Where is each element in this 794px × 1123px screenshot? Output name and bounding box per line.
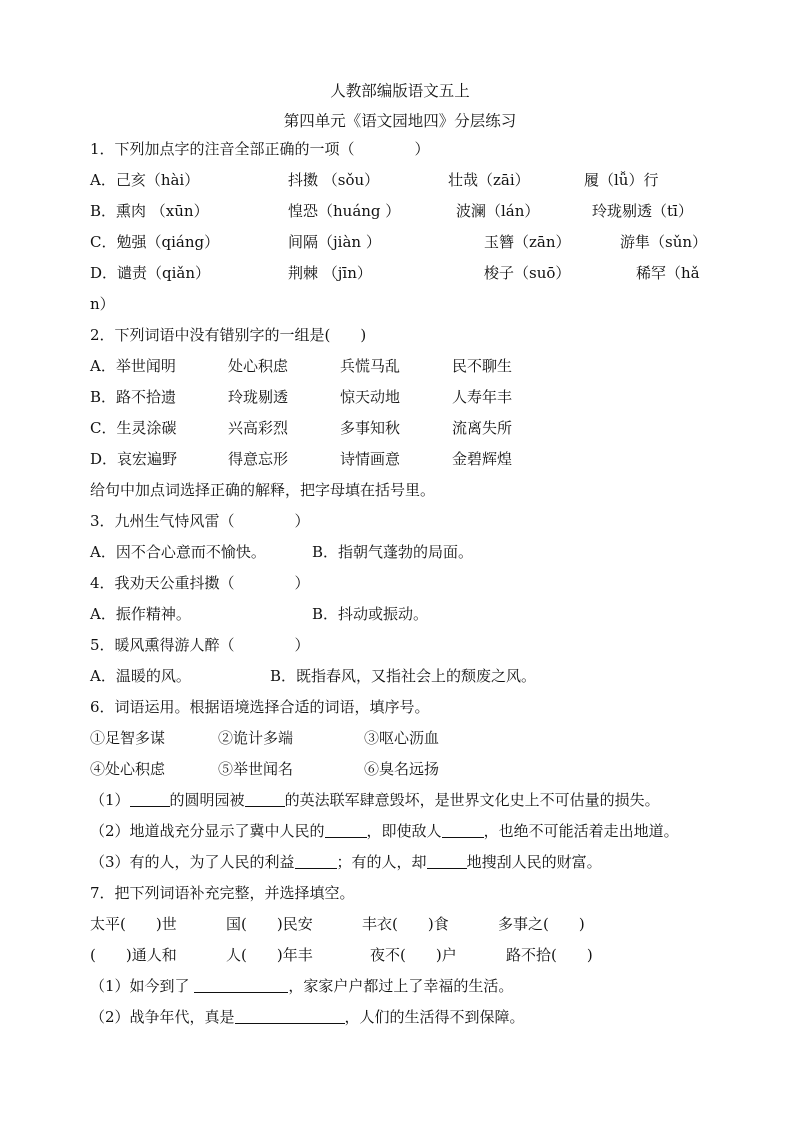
option-item: 履（lǚ）行 xyxy=(584,171,659,189)
q3-options xyxy=(90,537,710,568)
answer-blank[interactable] xyxy=(245,790,285,807)
sentence-text: （1）如今到了 xyxy=(90,977,195,995)
q4-stem: 4．我劝天公重抖擞（ ） xyxy=(90,574,310,592)
option-item: 稀罕（hǎ xyxy=(636,264,700,282)
option-item: 梭子（suō） xyxy=(484,264,571,282)
idiom-item: 人( )年丰 xyxy=(226,946,313,964)
option-item: 民不聊生 xyxy=(452,357,513,375)
q1-option-a xyxy=(90,165,710,196)
option-item: 游隼（sǔn） xyxy=(620,233,708,251)
option-item: 间隔（jiàn ） xyxy=(288,233,381,251)
answer-blank[interactable] xyxy=(325,821,367,838)
option-item: 玉簪（zān） xyxy=(484,233,571,251)
q2-option-a xyxy=(90,351,710,382)
option-item: 金碧辉煌 xyxy=(452,450,513,468)
option-item: 流离失所 xyxy=(452,419,513,437)
instruction-text: 给句中加点词选择正确的解释，把字母填在括号里。 xyxy=(90,481,436,499)
idiom-item: ( )通人和 xyxy=(90,946,177,964)
option-item: 诗情画意 xyxy=(340,450,401,468)
idiom-item: 太平( )世 xyxy=(90,915,177,933)
idiom-item: 国( )民安 xyxy=(226,915,313,933)
q7-words-row2 xyxy=(90,940,710,971)
word-option: ②诡计多端 xyxy=(218,729,294,747)
option-item: D．谴责（qiǎn） xyxy=(90,264,211,282)
q2-option-d xyxy=(90,444,710,475)
option-item: 玲珑剔透 xyxy=(228,388,289,406)
q1-option-d xyxy=(90,258,710,289)
option-item: B．既指春风，又指社会上的颓废之风。 xyxy=(270,667,537,685)
option-item: C．生灵涂碳 xyxy=(90,419,177,437)
q6-words-row1 xyxy=(90,723,710,754)
q5-options xyxy=(90,661,710,692)
q2-option-c xyxy=(90,413,710,444)
sentence-text: （3）有的人，为了人民的利益 xyxy=(90,853,295,871)
q6-stem: 6．词语运用。根据语境选择合适的词语，填序号。 xyxy=(90,698,430,716)
q1-option-d-wrap: n） xyxy=(90,295,115,313)
answer-blank[interactable] xyxy=(442,821,484,838)
sentence-text: 地搜刮人民的财富。 xyxy=(466,853,602,871)
q6-sentence-1 xyxy=(90,785,710,816)
option-item: 多事知秋 xyxy=(340,419,401,437)
idiom-item: 夜不( )户 xyxy=(370,946,457,964)
sentence-text: ；有的人，却 xyxy=(336,853,427,871)
q1-stem: 1．下列加点字的注音全部正确的一项（ ） xyxy=(90,140,430,158)
sentence-text: （2）战争年代，真是 xyxy=(90,1008,235,1026)
worksheet-subtitle: 第四单元《语文园地四》分层练习 xyxy=(283,112,517,130)
sentence-text: 的英法联军肆意毁坏，是世界文化史上不可估量的损失。 xyxy=(284,791,660,809)
option-item: C．勉强（qiáng） xyxy=(90,233,220,251)
option-item: 抖擞 （sǒu） xyxy=(288,171,380,189)
option-item: 人寿年丰 xyxy=(452,388,513,406)
q6-words-row2 xyxy=(90,754,710,785)
q5-stem: 5．暖风熏得游人醉（ ） xyxy=(90,636,310,654)
option-item: B．熏肉 （xūn） xyxy=(90,202,209,220)
q6-sentence-2 xyxy=(90,816,710,847)
sentence-text: （1） xyxy=(90,791,130,809)
sentence-text: ，也绝不可能活着走出地道。 xyxy=(483,822,679,840)
option-item: 荆棘 （jīn） xyxy=(288,264,372,282)
q7-words-row1 xyxy=(90,909,710,940)
sentence-text: ，即使敌人 xyxy=(366,822,442,840)
q7-sentence-2 xyxy=(90,1002,710,1033)
word-option: ①足智多谋 xyxy=(90,729,166,747)
answer-blank[interactable] xyxy=(130,790,170,807)
option-item: 玲珑剔透（tī） xyxy=(592,202,693,220)
sentence-text: （2）地道战充分显示了冀中人民的 xyxy=(90,822,325,840)
option-item: D．哀宏遍野 xyxy=(90,450,178,468)
sentence-text: ，人们的生活得不到保障。 xyxy=(344,1008,525,1026)
idiom-item: 路不拾( ) xyxy=(506,946,593,964)
word-option: ④处心积虑 xyxy=(90,760,166,778)
option-item: 惊天动地 xyxy=(340,388,401,406)
q4-options xyxy=(90,599,710,630)
option-item: 兵慌马乱 xyxy=(340,357,401,375)
q1-option-b xyxy=(90,196,710,227)
answer-blank[interactable] xyxy=(295,852,337,869)
idiom-item: 丰衣( )食 xyxy=(362,915,449,933)
q2-stem: 2．下列词语中没有错别字的一组是( ) xyxy=(90,326,367,344)
option-item: B．路不拾遗 xyxy=(90,388,177,406)
option-item: 波澜（lán） xyxy=(456,202,540,220)
option-item: B．指朝气蓬勃的局面。 xyxy=(312,543,474,561)
sentence-text: ，家家户户都过上了幸福的生活。 xyxy=(288,977,514,995)
sentence-text: 的圆明园被 xyxy=(169,791,245,809)
option-item: A．因不合心意而不愉快。 xyxy=(90,543,266,561)
q7-stem: 7．把下列词语补充完整，并选择填空。 xyxy=(90,884,355,902)
word-option: ③呕心沥血 xyxy=(364,729,440,747)
answer-blank[interactable] xyxy=(427,852,467,869)
option-item: A．振作精神。 xyxy=(90,605,191,623)
option-item: 处心积虑 xyxy=(228,357,289,375)
worksheet xyxy=(90,80,710,1033)
idiom-item: 多事之( ) xyxy=(498,915,585,933)
option-item: A．己亥（hài） xyxy=(90,171,200,189)
q2-option-b xyxy=(90,382,710,413)
q3-stem: 3．九州生气恃风雷（ ） xyxy=(90,512,310,530)
q7-sentence-1 xyxy=(90,971,710,1002)
word-option: ⑥臭名远扬 xyxy=(364,760,440,778)
option-item: A．举世闻明 xyxy=(90,357,176,375)
answer-blank[interactable] xyxy=(194,976,288,993)
option-item: 壮哉（zāi） xyxy=(448,171,530,189)
option-item: 得意忘形 xyxy=(228,450,289,468)
option-item: 惶恐（huáng ） xyxy=(288,202,401,220)
answer-blank[interactable] xyxy=(235,1007,345,1024)
worksheet-title: 人教部编版语文五上 xyxy=(330,82,470,100)
option-item: 兴高彩烈 xyxy=(228,419,289,437)
q1-option-c xyxy=(90,227,710,258)
option-item: A．温暖的风。 xyxy=(90,667,191,685)
word-option: ⑤举世闻名 xyxy=(218,760,294,778)
q6-sentence-3 xyxy=(90,847,710,878)
option-item: B．抖动或振动。 xyxy=(312,605,429,623)
